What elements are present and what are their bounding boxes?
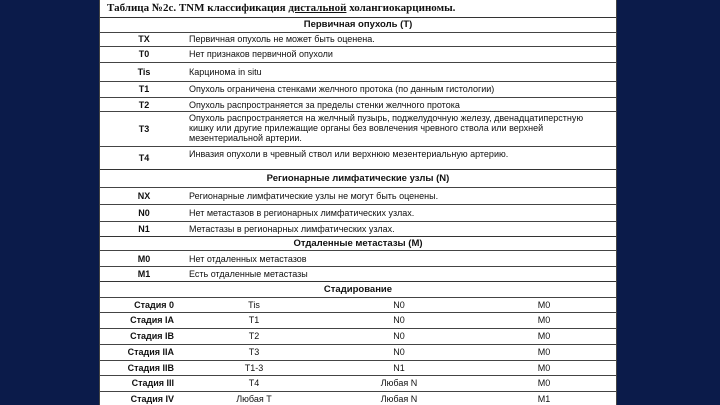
section-header-m: Отдаленные метастазы (М) xyxy=(99,236,617,251)
stage-name: Стадия 0 xyxy=(134,300,174,310)
stage-row xyxy=(99,328,617,344)
table-row xyxy=(99,97,617,112)
title-text-end: холангиокарциномы. xyxy=(346,2,456,14)
table-row xyxy=(99,250,617,267)
stage-row xyxy=(99,344,617,360)
row-desc: Нет признаков первичной опухоли xyxy=(189,49,333,59)
row-code: T1 xyxy=(138,84,150,94)
table-row xyxy=(99,46,617,61)
row-desc: Опухоль распространяется за пределы стенки желчного протока xyxy=(189,100,460,110)
stage-n: Любая N xyxy=(380,394,418,404)
table-border-left xyxy=(99,0,100,405)
stage-n: Любая N xyxy=(380,378,418,388)
table-row xyxy=(99,266,617,281)
title-underlined: дистальной xyxy=(288,2,347,14)
stage-name: Стадия IV xyxy=(130,394,174,404)
section-header-n: Регионарные лимфатические узлы (N) xyxy=(99,169,617,187)
stage-name: Стадия IIB xyxy=(127,363,174,373)
stage-row xyxy=(99,360,617,375)
stage-m: M1 xyxy=(537,394,551,404)
row-desc: Регионарные лимфатические узлы не могут быть оценены. xyxy=(189,191,439,201)
row-code: T2 xyxy=(138,100,150,110)
stage-t: Любая Т xyxy=(236,394,272,404)
stage-row xyxy=(99,297,617,312)
stage-m: M0 xyxy=(537,363,551,373)
stage-row xyxy=(99,312,617,328)
row-desc: Метастазы в регионарных лимфатических узлах. xyxy=(189,224,395,234)
row-code: T3 xyxy=(138,124,150,134)
stage-m: M0 xyxy=(537,300,551,310)
stage-t: Tis xyxy=(248,300,260,310)
stage-t: T4 xyxy=(248,378,260,388)
row-code: T0 xyxy=(138,49,150,59)
table-border-right xyxy=(616,0,617,405)
stage-n: N1 xyxy=(393,363,405,373)
stage-row xyxy=(99,375,617,391)
stage-name: Стадия III xyxy=(131,378,174,388)
row-code: M1 xyxy=(137,269,151,279)
stage-n: N0 xyxy=(393,300,405,310)
row-desc: Есть отдаленные метастазы xyxy=(189,269,308,279)
stage-m: M0 xyxy=(537,347,551,357)
row-desc: Карцинома in situ xyxy=(189,67,262,77)
table-row xyxy=(99,62,617,81)
stage-m: M0 xyxy=(537,315,551,325)
row-desc: Первичная опухоль не может быть оценена. xyxy=(189,34,375,44)
stage-t: T3 xyxy=(248,347,260,357)
stage-t: T1-3 xyxy=(244,363,264,373)
stage-name: Стадия IA xyxy=(130,315,174,325)
section-header-t: Первичная опухоль (Т) xyxy=(99,17,617,32)
row-code: TX xyxy=(138,34,150,44)
row-desc: Нет отдаленных метастазов xyxy=(189,254,307,264)
stage-row xyxy=(99,391,617,405)
section-header-staging: Стадирование xyxy=(99,281,617,297)
row-code: N0 xyxy=(138,208,150,218)
stage-t: T2 xyxy=(248,331,260,341)
row-code: N1 xyxy=(138,224,150,234)
row-desc: Нет метастазов в регионарных лимфатических узлах. xyxy=(189,208,415,218)
stage-n: N0 xyxy=(393,331,405,341)
row-code: M0 xyxy=(137,254,151,264)
row-code: Tis xyxy=(137,67,151,77)
document-page xyxy=(99,0,617,405)
row-desc: Опухоль распространяется на желчный пузырь, поджелудочную железу, двенадцатиперстную кишку или другие прилежащие органы без вовлечения чревного ствола или верхней мезентериальной артерии. xyxy=(189,113,584,143)
stage-name: Стадия IB xyxy=(130,331,174,341)
row-code: NX xyxy=(137,191,151,201)
table-row xyxy=(99,146,617,169)
table-row xyxy=(99,111,617,146)
row-desc: Опухоль ограничена стенками желчного протока (по данным гистологии) xyxy=(189,84,495,94)
table-row xyxy=(99,187,617,204)
stage-name: Стадия IIA xyxy=(127,347,174,357)
table-title xyxy=(107,2,612,16)
stage-t: T1 xyxy=(248,315,260,325)
stage-n: N0 xyxy=(393,347,405,357)
row-desc: Инвазия опухоли в чревный ствол или верхнюю мезентериальную артерию. xyxy=(189,149,509,159)
table-row xyxy=(99,221,617,236)
table-row xyxy=(99,32,617,46)
stage-n: N0 xyxy=(393,315,405,325)
table-row xyxy=(99,81,617,97)
stage-m: M0 xyxy=(537,331,551,341)
row-code: T4 xyxy=(138,153,150,163)
stage-m: M0 xyxy=(537,378,551,388)
title-text: Таблица №2с. TNM классификация xyxy=(107,2,289,14)
table-row xyxy=(99,204,617,221)
